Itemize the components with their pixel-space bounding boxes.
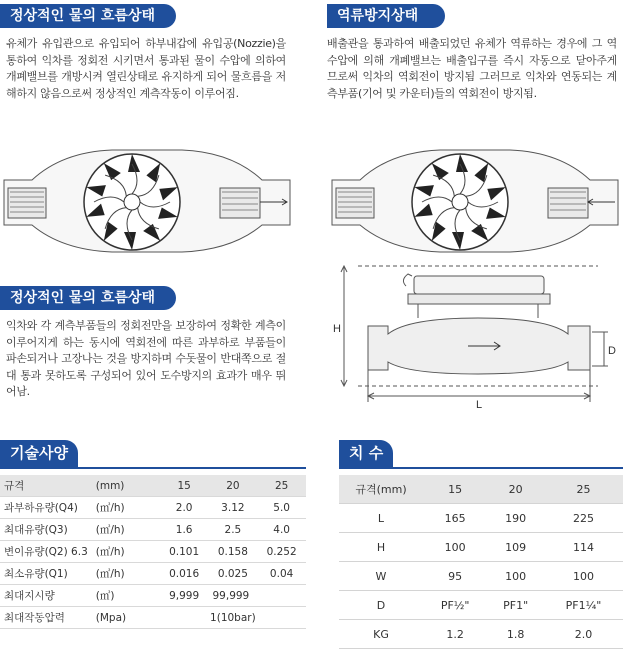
spec-cell: 1.6	[160, 519, 209, 541]
meter-crosssection-normal-figure	[2, 140, 292, 260]
dims-cell: 100	[423, 533, 487, 562]
spec-cell: 0.101	[160, 541, 209, 563]
spec-row-label: 과부하유량(Q4)	[0, 497, 92, 519]
dims-header-cell: 15	[423, 475, 487, 504]
section-title-normal-flow-2: 정상적인 물의 흐름상태	[0, 286, 176, 310]
dims-cell: 95	[423, 562, 487, 591]
spec-row-label: 최소유량(Q1)	[0, 563, 92, 585]
table-row	[0, 497, 306, 519]
spec-row-unit: (㎥/h)	[92, 563, 160, 585]
spec-row-unit: (㎥/h)	[92, 541, 160, 563]
spec-cell: 0.158	[209, 541, 258, 563]
section-title-normal-flow: 정상적인 물의 흐름상태	[0, 4, 176, 28]
dims-header-cell: 규격(mm)	[339, 475, 423, 504]
dims-cell: 100	[544, 562, 623, 591]
dims-cell: 109	[487, 533, 544, 562]
table-row	[0, 541, 306, 563]
spec-header-row	[0, 475, 306, 497]
spec-table	[0, 475, 306, 629]
spec-cell: 1(10bar)	[160, 607, 306, 629]
spec-title-line	[0, 467, 306, 469]
table-row	[339, 591, 623, 620]
dims-cell: W	[339, 562, 423, 591]
table-row	[0, 585, 306, 607]
spec-cell: 4.0	[257, 519, 306, 541]
dims-header-cell: 25	[544, 475, 623, 504]
dim-label-h: H	[333, 323, 341, 335]
dim-label-l: L	[476, 399, 483, 411]
dims-cell: 1.8	[487, 620, 544, 649]
section-text-protection: 익차와 각 계측부품들의 정회전만을 보장하여 정확한 계측이 이루어지게 하는 동시에 역회전에 따른 과부하로 부품들이 파손되거나 고장나는 것을 방지하며 수돗물이 반대쪽으로 절대 통과 못하도록 구성되어 있어 도수방지의 효과가 매우 뛰어남.	[6, 319, 286, 398]
spec-title: 기술사양	[0, 440, 78, 467]
meter-crosssection-backflow-figure	[330, 140, 620, 260]
table-row	[339, 504, 623, 533]
dims-cell: 114	[544, 533, 623, 562]
dims-cell: PF1"	[487, 591, 544, 620]
spec-header-15: 15	[160, 475, 209, 497]
dims-header-cell: 20	[487, 475, 544, 504]
dims-cell: 2.0	[544, 620, 623, 649]
spec-row-unit: (㎥)	[92, 585, 160, 607]
dims-cell: PF1¼"	[544, 591, 623, 620]
dims-title-line	[339, 467, 623, 469]
table-row	[0, 563, 306, 585]
section-title-backflow: 역류방지상태	[327, 4, 445, 28]
dims-cell: 1.2	[423, 620, 487, 649]
spec-cell: 9,999	[160, 585, 209, 607]
section-text-normal-flow: 유체가 유입관으로 유입되어 하부내갑에 유입공(Nozzie)을 통하여 익차를 정회전 시키면서 통과된 물이 수압에 의하여 개폐밸브를 개방시켜 열린상태로 유지하게 되어 물흐름을 저해하지 않음으로써 정상적인 계측작동이 이루어짐.	[6, 37, 286, 100]
dims-cell: KG	[339, 620, 423, 649]
spec-header-20: 20	[209, 475, 258, 497]
dims-cell: PF½"	[423, 591, 487, 620]
dims-table	[339, 475, 623, 649]
spec-header-unit: (mm)	[92, 475, 160, 497]
table-row	[0, 519, 306, 541]
spec-cell: 5.0	[257, 497, 306, 519]
spec-header-label: 규격	[0, 475, 92, 497]
table-row	[0, 607, 306, 629]
dims-header-row	[339, 475, 623, 504]
table-row	[339, 533, 623, 562]
spec-header-25: 25	[257, 475, 306, 497]
spec-cell: 0.04	[257, 563, 306, 585]
dims-cell: L	[339, 504, 423, 533]
spec-cell: 0.025	[209, 563, 258, 585]
spec-cell: 2.0	[160, 497, 209, 519]
dims-cell: D	[339, 591, 423, 620]
spec-cell: 3.12	[209, 497, 258, 519]
table-row	[339, 562, 623, 591]
spec-row-unit: (㎥/h)	[92, 497, 160, 519]
spec-row-label: 최대작동압력	[0, 607, 92, 629]
spec-row-label: 최대지시량	[0, 585, 92, 607]
spec-cell: 0.252	[257, 541, 306, 563]
spec-row-label: 최대유량(Q3)	[0, 519, 92, 541]
spec-row-label: 변이유량(Q2) 6.3	[0, 541, 92, 563]
section-text-backflow: 배출관을 통과하여 배출되었던 유체가 역류하는 경우에 그 역수압에 의해 개폐밸브는 배출입구를 즉시 자동으로 닫아주게 므로써 익차의 역회전이 방지됨 그러므로 익차와 연동되는 계측부품(기어 및 카운터)들의 역회전이 방지됨.	[327, 37, 617, 100]
dims-cell: 225	[544, 504, 623, 533]
dims-cell: 165	[423, 504, 487, 533]
spec-row-unit: (㎥/h)	[92, 519, 160, 541]
dims-cell: H	[339, 533, 423, 562]
spec-cell: 99,999	[209, 585, 307, 607]
dims-cell: 190	[487, 504, 544, 533]
dim-label-d: D	[608, 345, 616, 357]
spec-cell: 2.5	[209, 519, 258, 541]
dims-title: 치 수	[339, 440, 393, 467]
spec-row-unit: (Mpa)	[92, 607, 160, 629]
spec-cell: 0.016	[160, 563, 209, 585]
dims-cell: 100	[487, 562, 544, 591]
meter-side-view-dimension-figure	[328, 262, 620, 412]
